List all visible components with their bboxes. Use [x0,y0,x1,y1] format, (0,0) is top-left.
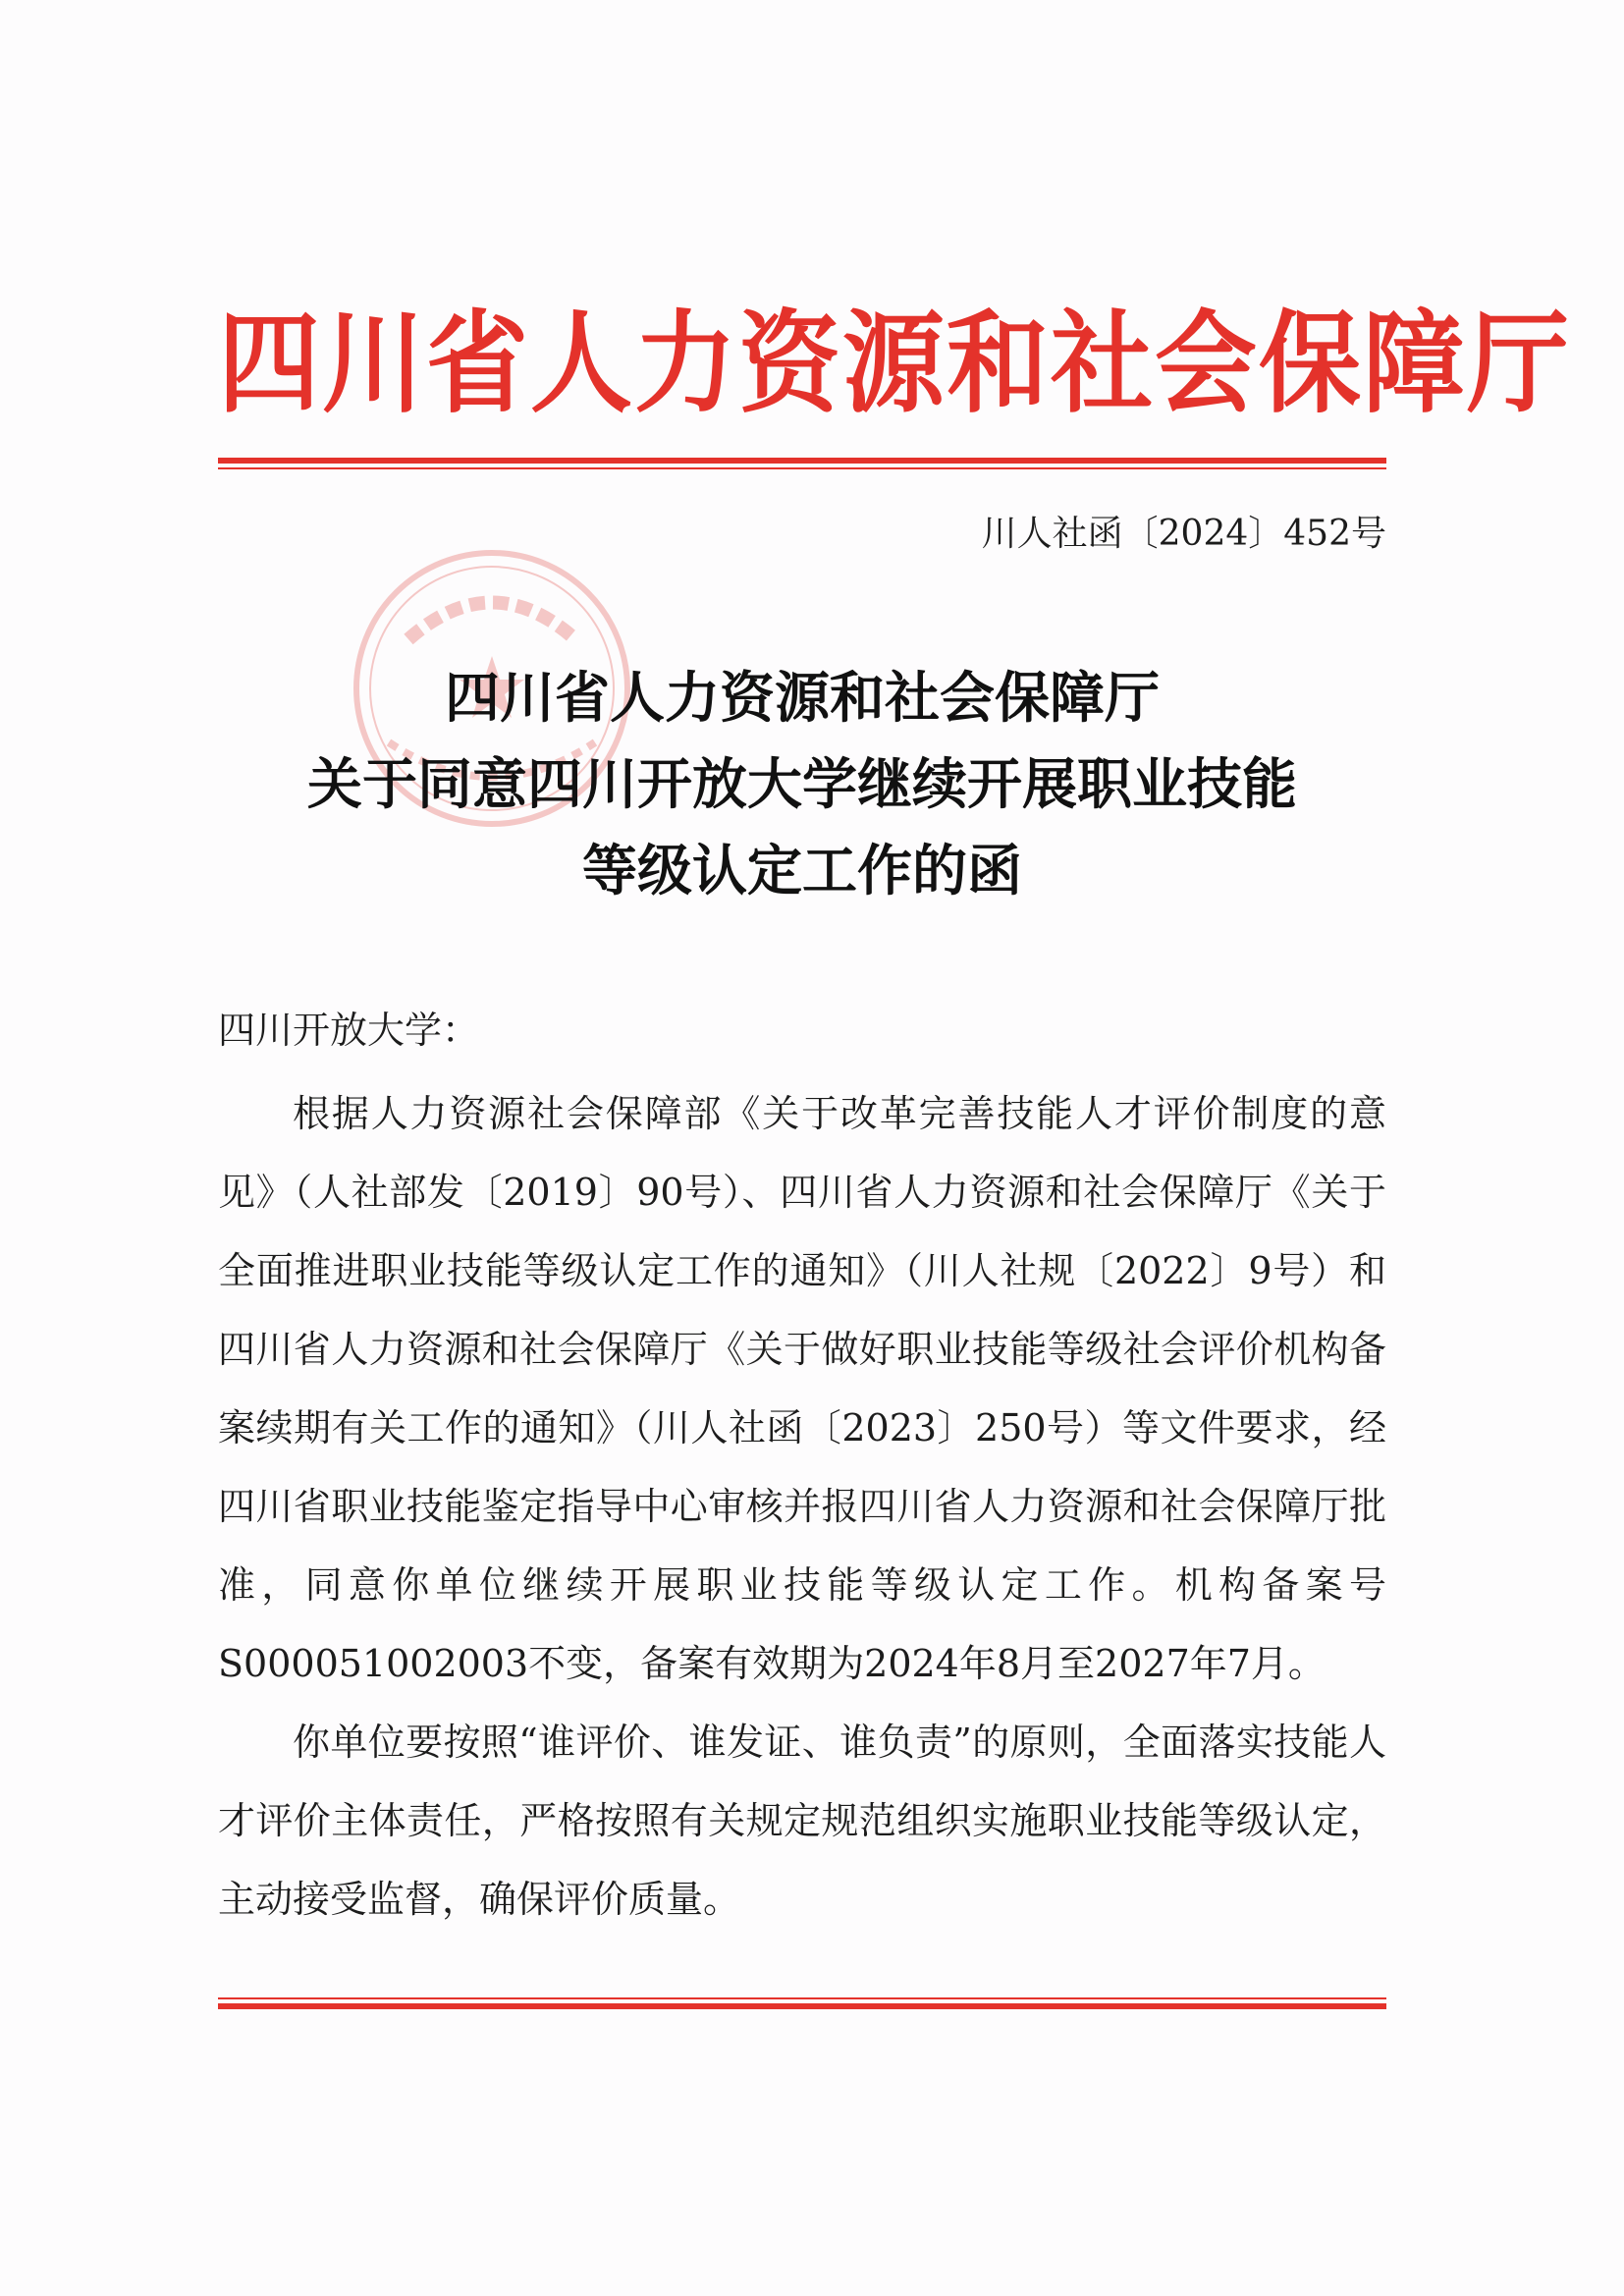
document-number: 川人社函〔2024〕452号 [981,514,1386,554]
masthead-red-rule [218,458,1386,464]
document-title [218,656,1386,915]
salutation: 四川开放大学： [218,1009,480,1052]
masthead-red-rule-thin [218,467,1386,469]
masthead-agency-name: 四川省人力资源和社会保障厅 [218,299,1572,429]
body-text [218,1074,1386,1939]
footer-red-rule [218,2003,1386,2009]
body-paragraph-1: 根据人力资源社会保障部《关于改革完善技能人才评价制度的意见》（人社部发〔2019〕90号）、四川省人力资源和社会保障厅《关于全面推进职业技能等级认定工作的通知》（川人社规〔2022〕9号）和四川省人力资源和社会保障厅《关于做好职业技能等级社会评价机构备案续期有关工作的通知》（川人社函〔2023〕250号）等文件要求，经四川省职业技能鉴定指导中心审核并报四川省人力资源和社会保障厅批准，同意你单位继续开展职业技能等级认定工作。机构备案号S000051002003不变，备案有效期为2024年8月至2027年7月。 [218,1092,1386,1685]
body-paragraph-2: 你单位要按照“谁评价、谁发证、谁负责”的原则，全面落实技能人才评价主体责任，严格按照有关规定规范组织实施职业技能等级认定，主动接受监督，确保评价质量。 [218,1721,1386,1921]
title-line-1: 四川省人力资源和社会保障厅 [445,667,1160,731]
footer-red-rule-thin [218,1997,1386,1999]
title-line-3: 等级认定工作的函 [582,840,1022,903]
title-line-2: 关于同意四川开放大学继续开展职业技能 [307,753,1297,817]
